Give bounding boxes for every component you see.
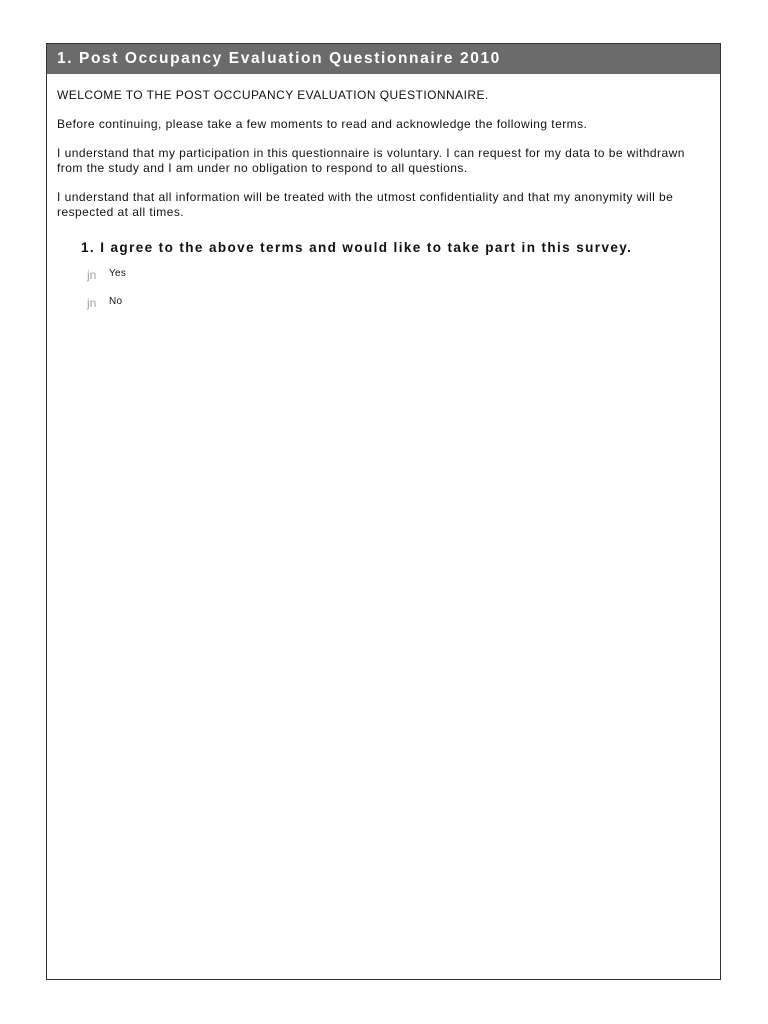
questionnaire-page <box>46 43 721 980</box>
page-header <box>47 44 720 74</box>
option-yes[interactable] <box>87 267 710 295</box>
voluntary-term-text: I understand that my participation in this questionnaire is voluntary. I can request for my data to be withdrawn from the study and I am under no obligation to respond to all questions. <box>57 146 685 175</box>
instruction-text: Before continuing, please take a few moments to read and acknowledge the following terms. <box>57 117 588 131</box>
page-content <box>47 74 720 323</box>
consent-question: 1. I agree to the above terms and would like to take part in this survey. <box>81 240 633 255</box>
option-label-no: No <box>109 296 123 307</box>
radio-button-icon[interactable]: jn <box>87 296 97 310</box>
option-no[interactable] <box>87 295 710 323</box>
option-label-yes: Yes <box>109 268 127 279</box>
radio-button-icon[interactable]: jn <box>87 268 97 282</box>
welcome-text: WELCOME TO THE POST OCCUPANCY EVALUATION QUESTIONNAIRE. <box>57 88 489 102</box>
confidentiality-term-text: I understand that all information will be treated with the utmost confidentiality and that my anonymity will be respected at all times. <box>57 190 674 219</box>
consent-options <box>87 267 710 323</box>
page-title: 1. Post Occupancy Evaluation Questionnaire 2010 <box>57 50 501 67</box>
